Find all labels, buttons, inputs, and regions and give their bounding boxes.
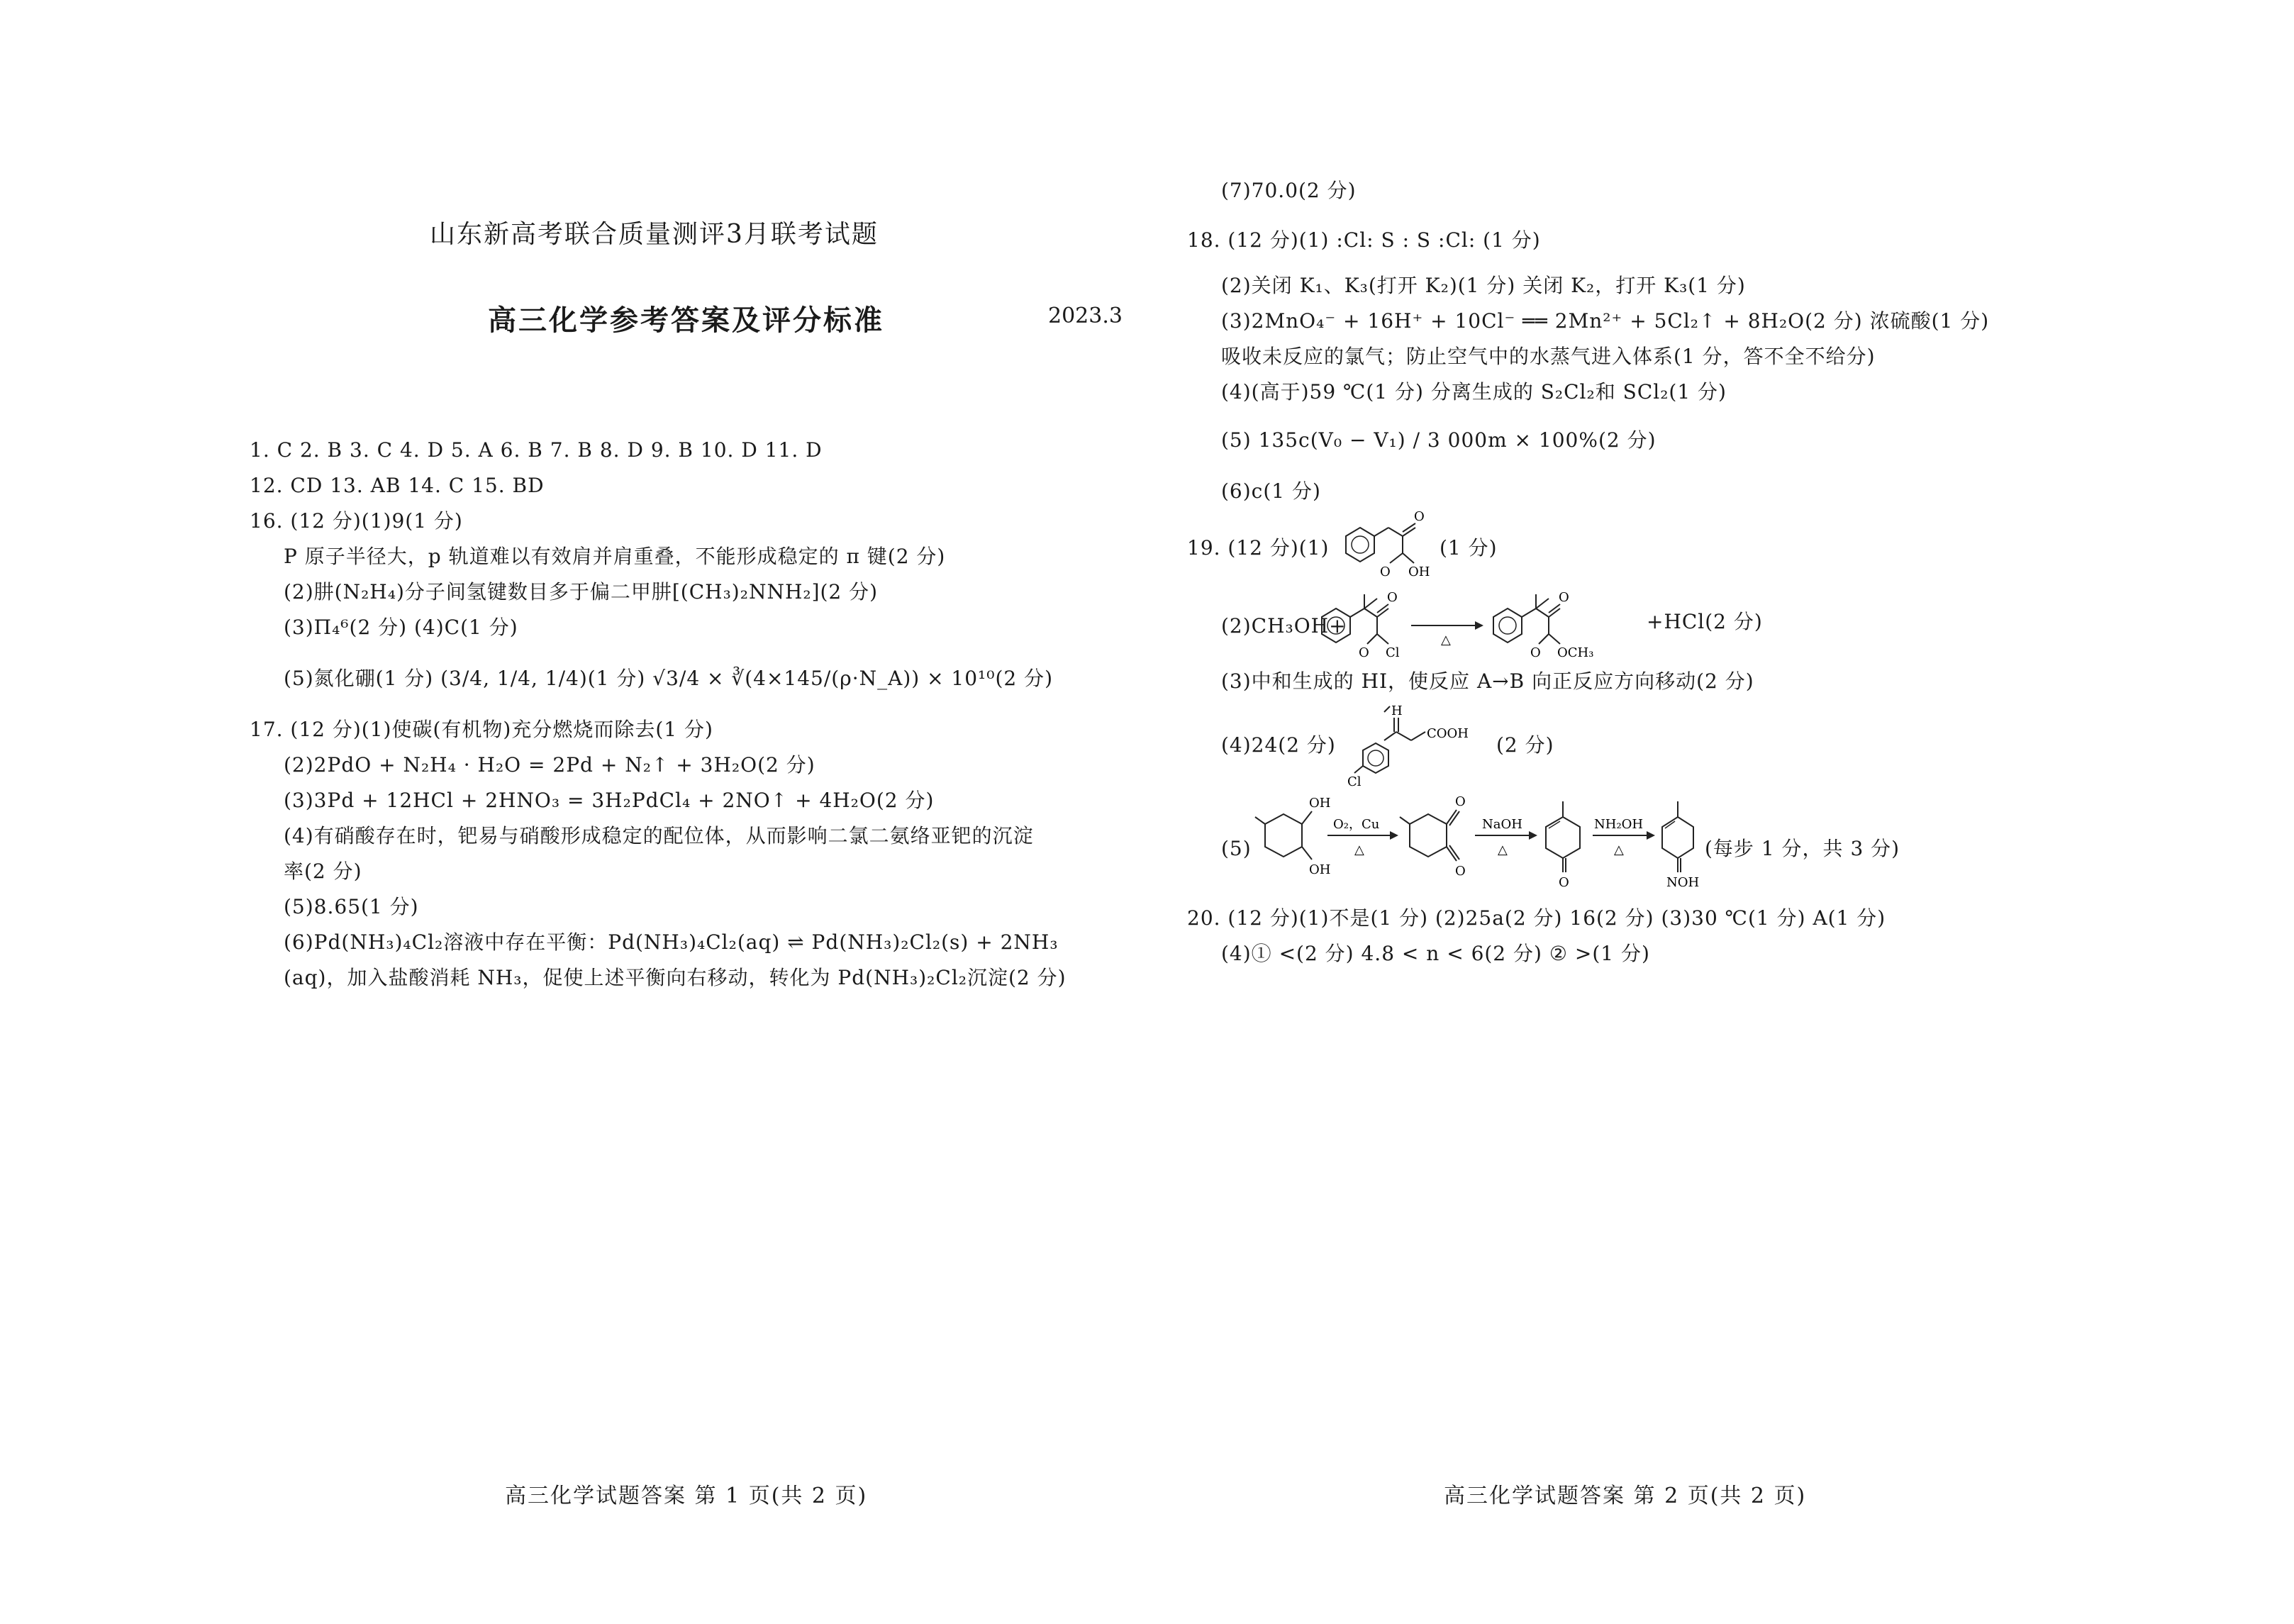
q19-line-1-score: (1 分): [1440, 536, 1498, 560]
label-o-p1: O: [1559, 590, 1569, 605]
q16-line-3: (2)肼(N₂H₄)分子间氢键数目多于偏二甲肼[(CH₃)₂NNH₂](2 分): [284, 580, 879, 604]
q18-line-2: (2)关闭 K₁、K₃(打开 K₂)(1 分) 关闭 K₂，打开 K₃(1 分): [1221, 274, 1746, 297]
q19-line-5-note: (每步 1 分，共 3 分): [1705, 837, 1900, 860]
label-cooh: COOH: [1427, 726, 1469, 741]
label-och3: OCH₃: [1557, 645, 1594, 660]
q19-line-2-prefix: (2)CH₃OH+: [1221, 614, 1347, 638]
heat-symbol-2: △: [1354, 842, 1364, 857]
q16-line-5: (5)氮化硼(1 分) (3/4, 1/4, 1/4)(1 分) √3/4 × ∛(4×145/(ρ·N_A)) × 10¹⁰(2 分): [284, 667, 1054, 690]
reagent-nh2oh: NH₂OH: [1594, 817, 1644, 832]
q18-line-1: 18. (12 分)(1) :Cl: S : S :Cl: (1 分): [1187, 228, 1541, 252]
q18-line-5: (4)(高于)59 ℃(1 分) 分离生成的 S₂Cl₂和 SCl₂(1 分): [1221, 380, 1727, 404]
reagent-naoh: NaOH: [1482, 817, 1522, 832]
q19-line-2-suffix: +HCl(2 分): [1647, 610, 1763, 633]
label-o-r2: O: [1359, 645, 1369, 660]
q17-line-6: (5)8.65(1 分): [284, 895, 419, 918]
page2-footer: 高三化学试题答案 第 2 页(共 2 页): [1444, 1484, 1807, 1508]
q17-line-1: 17. (12 分)(1)使碳(有机物)充分燃烧而除去(1 分): [250, 718, 713, 741]
heat-symbol-4: △: [1614, 842, 1624, 857]
label-cl-2: Cl: [1347, 774, 1362, 787]
q17-line-2: (2)2PdO + N₂H₄ · H₂O = 2Pd + N₂↑ + 3H₂O(2 分): [284, 753, 815, 777]
q18-line-3: (3)2MnO₄⁻ + 16H⁺ + 10Cl⁻ ══ 2Mn²⁺ + 5Cl₂↑ + 8H₂O(2 分) 浓硫酸(1 分): [1221, 309, 1990, 333]
reaction-acyl-chloride-esterification: [1318, 584, 1644, 662]
q18-line-4: 吸收未反应的氯气；防止空气中的水蒸气进入体系(1 分，答不全不给分): [1221, 345, 1876, 368]
q19-line-5-prefix: (5): [1221, 837, 1252, 860]
page1-footer: 高三化学试题答案 第 1 页(共 2 页): [505, 1484, 868, 1508]
q19-line-4-prefix: (4)24(2 分): [1221, 733, 1336, 757]
choice-answers-row-2: 12. CD 13. AB 14. C 15. BD: [250, 474, 545, 497]
choice-answers-row-1: 1. C 2. B 3. C 4. D 5. A 6. B 7. B 8. D 9. B 10. D 11. D: [250, 438, 823, 462]
label-o-r1: O: [1387, 590, 1398, 605]
label-o-e: O: [1559, 875, 1569, 890]
q16-line-4: (3)Π₄⁶(2 分) (4)C(1 分): [284, 616, 518, 639]
label-oh-1: OH: [1309, 796, 1331, 811]
heat-symbol-3: △: [1498, 842, 1508, 857]
date: 2023.3: [1048, 304, 1123, 328]
q17-line-9: (7)70.0(2 分): [1221, 179, 1357, 202]
q17-line-7: (6)Pd(NH₃)₄Cl₂溶液中存在平衡：Pd(NH₃)₄Cl₂(aq) ⇌ Pd(NH₃)₂Cl₂(s) + 2NH₃: [284, 930, 1059, 954]
q19-line-1: 19. (12 分)(1): [1187, 536, 1330, 560]
label-cl: Cl: [1386, 645, 1400, 660]
q18-line-7: (6)c(1 分): [1221, 479, 1321, 503]
heat-symbol-1: △: [1441, 633, 1451, 647]
q17-line-3: (3)3Pd + 12HCl + 2HNO₃ = 3H₂PdCl₄ + 2NO↑ + 4H₂O(2 分): [284, 789, 935, 812]
label-oh-2: OH: [1309, 862, 1331, 877]
q16-line-1: 16. (12 分)(1)9(1 分): [250, 509, 463, 533]
q20-line-1: 20. (12 分)(1)不是(1 分) (2)25a(2 分) 16(2 分) (3)30 ℃(1 分) A(1 分): [1187, 906, 1886, 930]
label-noh: NOH: [1666, 875, 1700, 890]
q16-line-2: P 原子半径大，p 轨道难以有效肩并肩重叠，不能形成稳定的 π 键(2 分): [284, 545, 946, 568]
header-title: 山东新高考联合质量测评3月联考试题: [430, 220, 879, 249]
label-o: O: [1414, 509, 1425, 524]
q17-line-8: (aq)，加入盐酸消耗 NH₃，促使上述平衡向右移动，转化为 Pd(NH₃)₂Cl₂沉淀(2 分): [284, 966, 1067, 989]
q17-line-4: (4)有硝酸存在时，钯易与硝酸形成稳定的配位体，从而影响二氯二氨络亚钯的沉淀: [284, 824, 1034, 847]
label-o-d2: O: [1455, 864, 1466, 879]
label-oh: OH: [1408, 564, 1430, 579]
q17-line-5: 率(2 分): [284, 860, 362, 883]
chlorophenyl-acid-structure: [1347, 699, 1496, 787]
q20-line-2: (4)① <(2 分) 4.8 < n < 6(2 分) ② >(1 分): [1221, 942, 1650, 965]
q19-line-3: (3)中和生成的 HI，使反应 A→B 向正反应方向移动(2 分): [1221, 669, 1754, 693]
label-o-p2: O: [1530, 645, 1541, 660]
header-subtitle: 高三化学参考答案及评分标准: [488, 304, 884, 337]
label-o-d1: O: [1455, 794, 1466, 809]
label-h: H: [1391, 703, 1403, 718]
phenylpyruvic-acid-structure: [1340, 506, 1440, 580]
synthesis-route-diagram: [1248, 789, 1702, 895]
q18-line-6: (5) 135c(V₀ − V₁) / 3 000m × 100%(2 分): [1221, 428, 1657, 452]
reagent-o2-cu: O₂，Cu: [1333, 817, 1380, 832]
q19-line-4-suffix: (2 分): [1496, 733, 1554, 757]
label-o-2: O: [1380, 564, 1391, 579]
